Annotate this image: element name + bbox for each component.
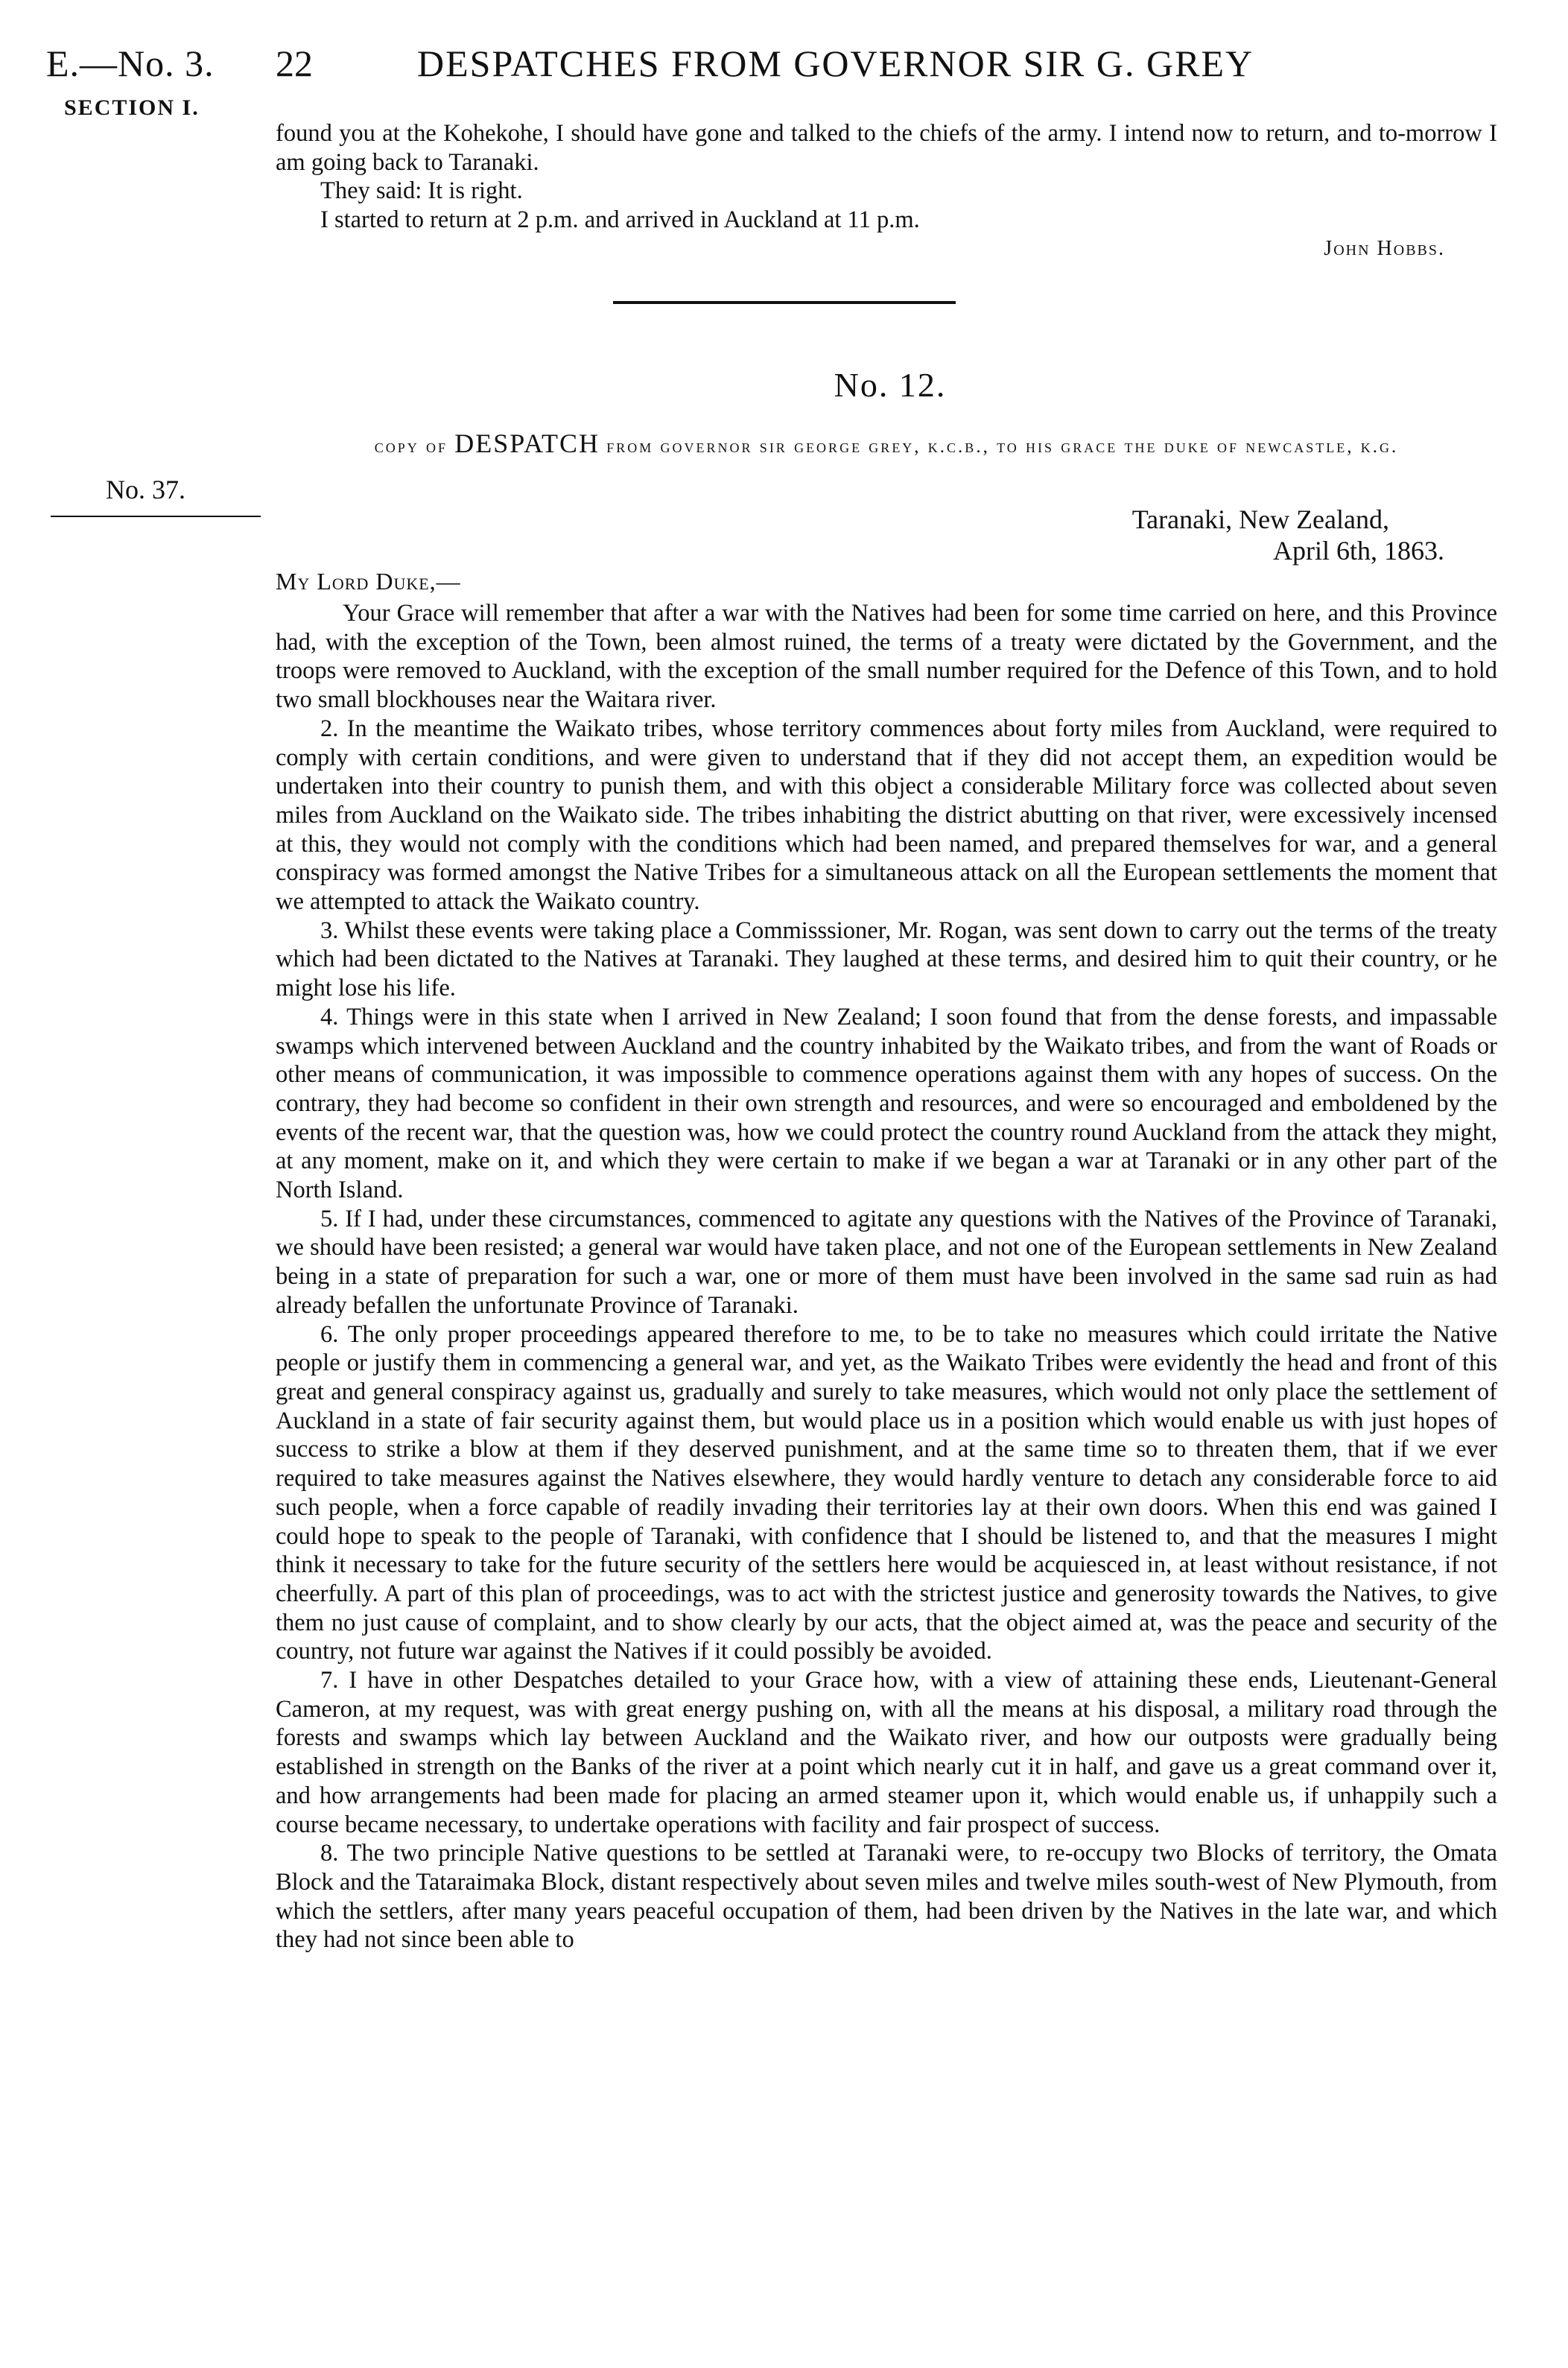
despatch-number: No. 12. [834,366,947,404]
page-number: 22 [276,42,313,84]
paragraph: 3. Whilst these events were taking place a Commisssioner, Mr. Rogan, was sent down to carry out the terms of the treaty which had been dictated to the Natives at Taranaki. They laughed at these terms, and desired him to quit their country, or he might lose his life. [276,917,1497,1002]
paragraph: 7. I have in other Despatches detailed to your Grace how, with a view of attaining these ends, Lieutenant-General Cameron, at my request, was with great energy pushing on, with all the means at his disposal, a military road through the forests and swamps which lay between Auckland and the Waikato river, and how our outposts were gradually being established in strength on the Banks of the river at a point which nearly cut it in half, and gave us a great command over it, and how arrangements had been made for placing an armed steamer upon it, which would enable us, if unhappily such a course became necessary, to undertake operations with facility and fair prospect of success. [276,1667,1497,1838]
paper-reference: E.—No. 3. [46,42,215,84]
salutation: My Lord Duke,— [276,568,461,595]
lead-in-line: I started to return at 2 p.m. and arrived in Auckland at 11 p.m. [320,206,920,234]
paragraph: Your Grace will remember that after a war with the Natives had been for some time carried on here, and this Province had, with the exception of the Town, been almost ruined, the terms of a treaty were dictated by the Government, and the troops were removed to Auckland, with the exception of the small number required for the Defence of this Town, and to hold two small blockhouses near the Waitara river. [276,600,1497,714]
margin-reference: No. 37. [106,475,185,504]
heading-suffix: from governor sir george grey, k.c.b., to his grace the duke of newcastle, k.g. [606,437,1399,457]
section-divider [613,301,956,304]
paragraph: 8. The two principle Native questions to be settled at Taranaki were, to re-occupy two Blocks of territory, the Omata Block and the Tataraimaka Block, distant respectively about seven miles and twelve miles south-west of New Plymouth, from which the settlers, after many years peaceful occupation of them, had been driven by the Natives in the late war, and which they had not since been able to [276,1840,1497,1954]
paragraph: 2. In the meantime the Waikato tribes, whose territory commences about forty miles from Auckland, were required to comply with certain conditions, and were given to understand that if they did not accept them, an expedition would be undertaken into their country to punish them, and with this object a considerable Military force was collected about seven miles from Auckland on the Waikato side. The tribes inhabiting the district abutting on that river, were excessively incensed at this, they would not comply with the conditions which had been named, and prepared themselves for war, and a general conspiracy was formed amongst the Native Tribes for a simultaneous attack on all the European settlements the moment that we attempted to attack the Waikato country. [276,715,1497,916]
margin-rule [51,516,261,517]
paragraph: 5. If I had, under these circumstances, commenced to agitate any questions with the Natives of the Province of Taranaki, we should have been resisted; a general war would have taken place, and not one of the European settlements in New Zealand being in a state of preparation for such a war, one or more of them must have been involved in the same sad ruin as had already befallen the unfortunate Province of Taranaki. [276,1205,1497,1319]
lead-in-line: They said: It is right. [320,177,523,205]
section-label: SECTION I. [64,95,200,120]
despatch-heading [276,428,1497,460]
despatch-body [276,599,1497,1954]
running-title: DESPATCHES FROM GOVERNOR SIR G. GREY [417,42,1254,84]
lead-in-line: found you at the Kohekohe, I should have gone and talked to the chiefs of the army. I intend now to return, and to-morrow I am going back to Taranaki. [276,120,1497,176]
despatch-place: Taranaki, New Zealand, [1131,504,1389,534]
paragraph: 4. Things were in this state when I arrived in New Zealand; I soon found that from the dense forests, and impassable swamps which intervened between Auckland and the country inhabited by the Waikato tribes, and from the want of Roads or other means of communication, it was impossible to commence operations against them with any hopes of success. On the contrary, they had become so confident in their own strength and resources, and were so encouraged and emboldened by the events of the recent war, that the question was, how we could protect the country round Auckland from the attack they might, at any moment, make on it, and which they were certain to make if we began a war at Taranaki or in any other part of the North Island. [276,1003,1497,1204]
paragraph: 6. The only proper proceedings appeared therefore to me, to be to take no measures which could irritate the Native people or justify them in commencing a general war, and yet, as the Waikato Tribes were evidently the head and front of this great and general conspiracy against us, gradually and surely to take measures, which would not only place the settlement of Auckland in a state of fair security against them, but would place us in a position which would enable us with just hopes of success to strike a blow at them if they deserved punishment, and at the same time so to threaten them, that if we ever required to take measures against the Natives elsewhere, they would hardly venture to detach any considerable force to aid such people, when a force capable of readily invading their territories lay at their own doors. When this end was gained I could hope to speak to the people of Taranaki, with confidence that I should be listened to, and that the measures I might think it necessary to take for the future security of the settlers here would be acquiesced in, at least without resistance, if not cheerfully. A part of this plan of proceedings, was to act with the strictest justice and generosity towards the Natives, to give them no just cause of complaint, and to show clearly by our acts, that the object aimed at, was the peace and security of the country, not future war against the Natives if it could possibly be avoided. [276,1320,1497,1665]
heading-prefix: copy of [374,437,448,457]
heading-despatch-word: DESPATCH [454,428,600,458]
despatch-date: April 6th, 1863. [1273,536,1444,566]
signature-john-hobbs: John Hobbs. [1324,237,1445,260]
lead-in-text [276,119,1497,235]
